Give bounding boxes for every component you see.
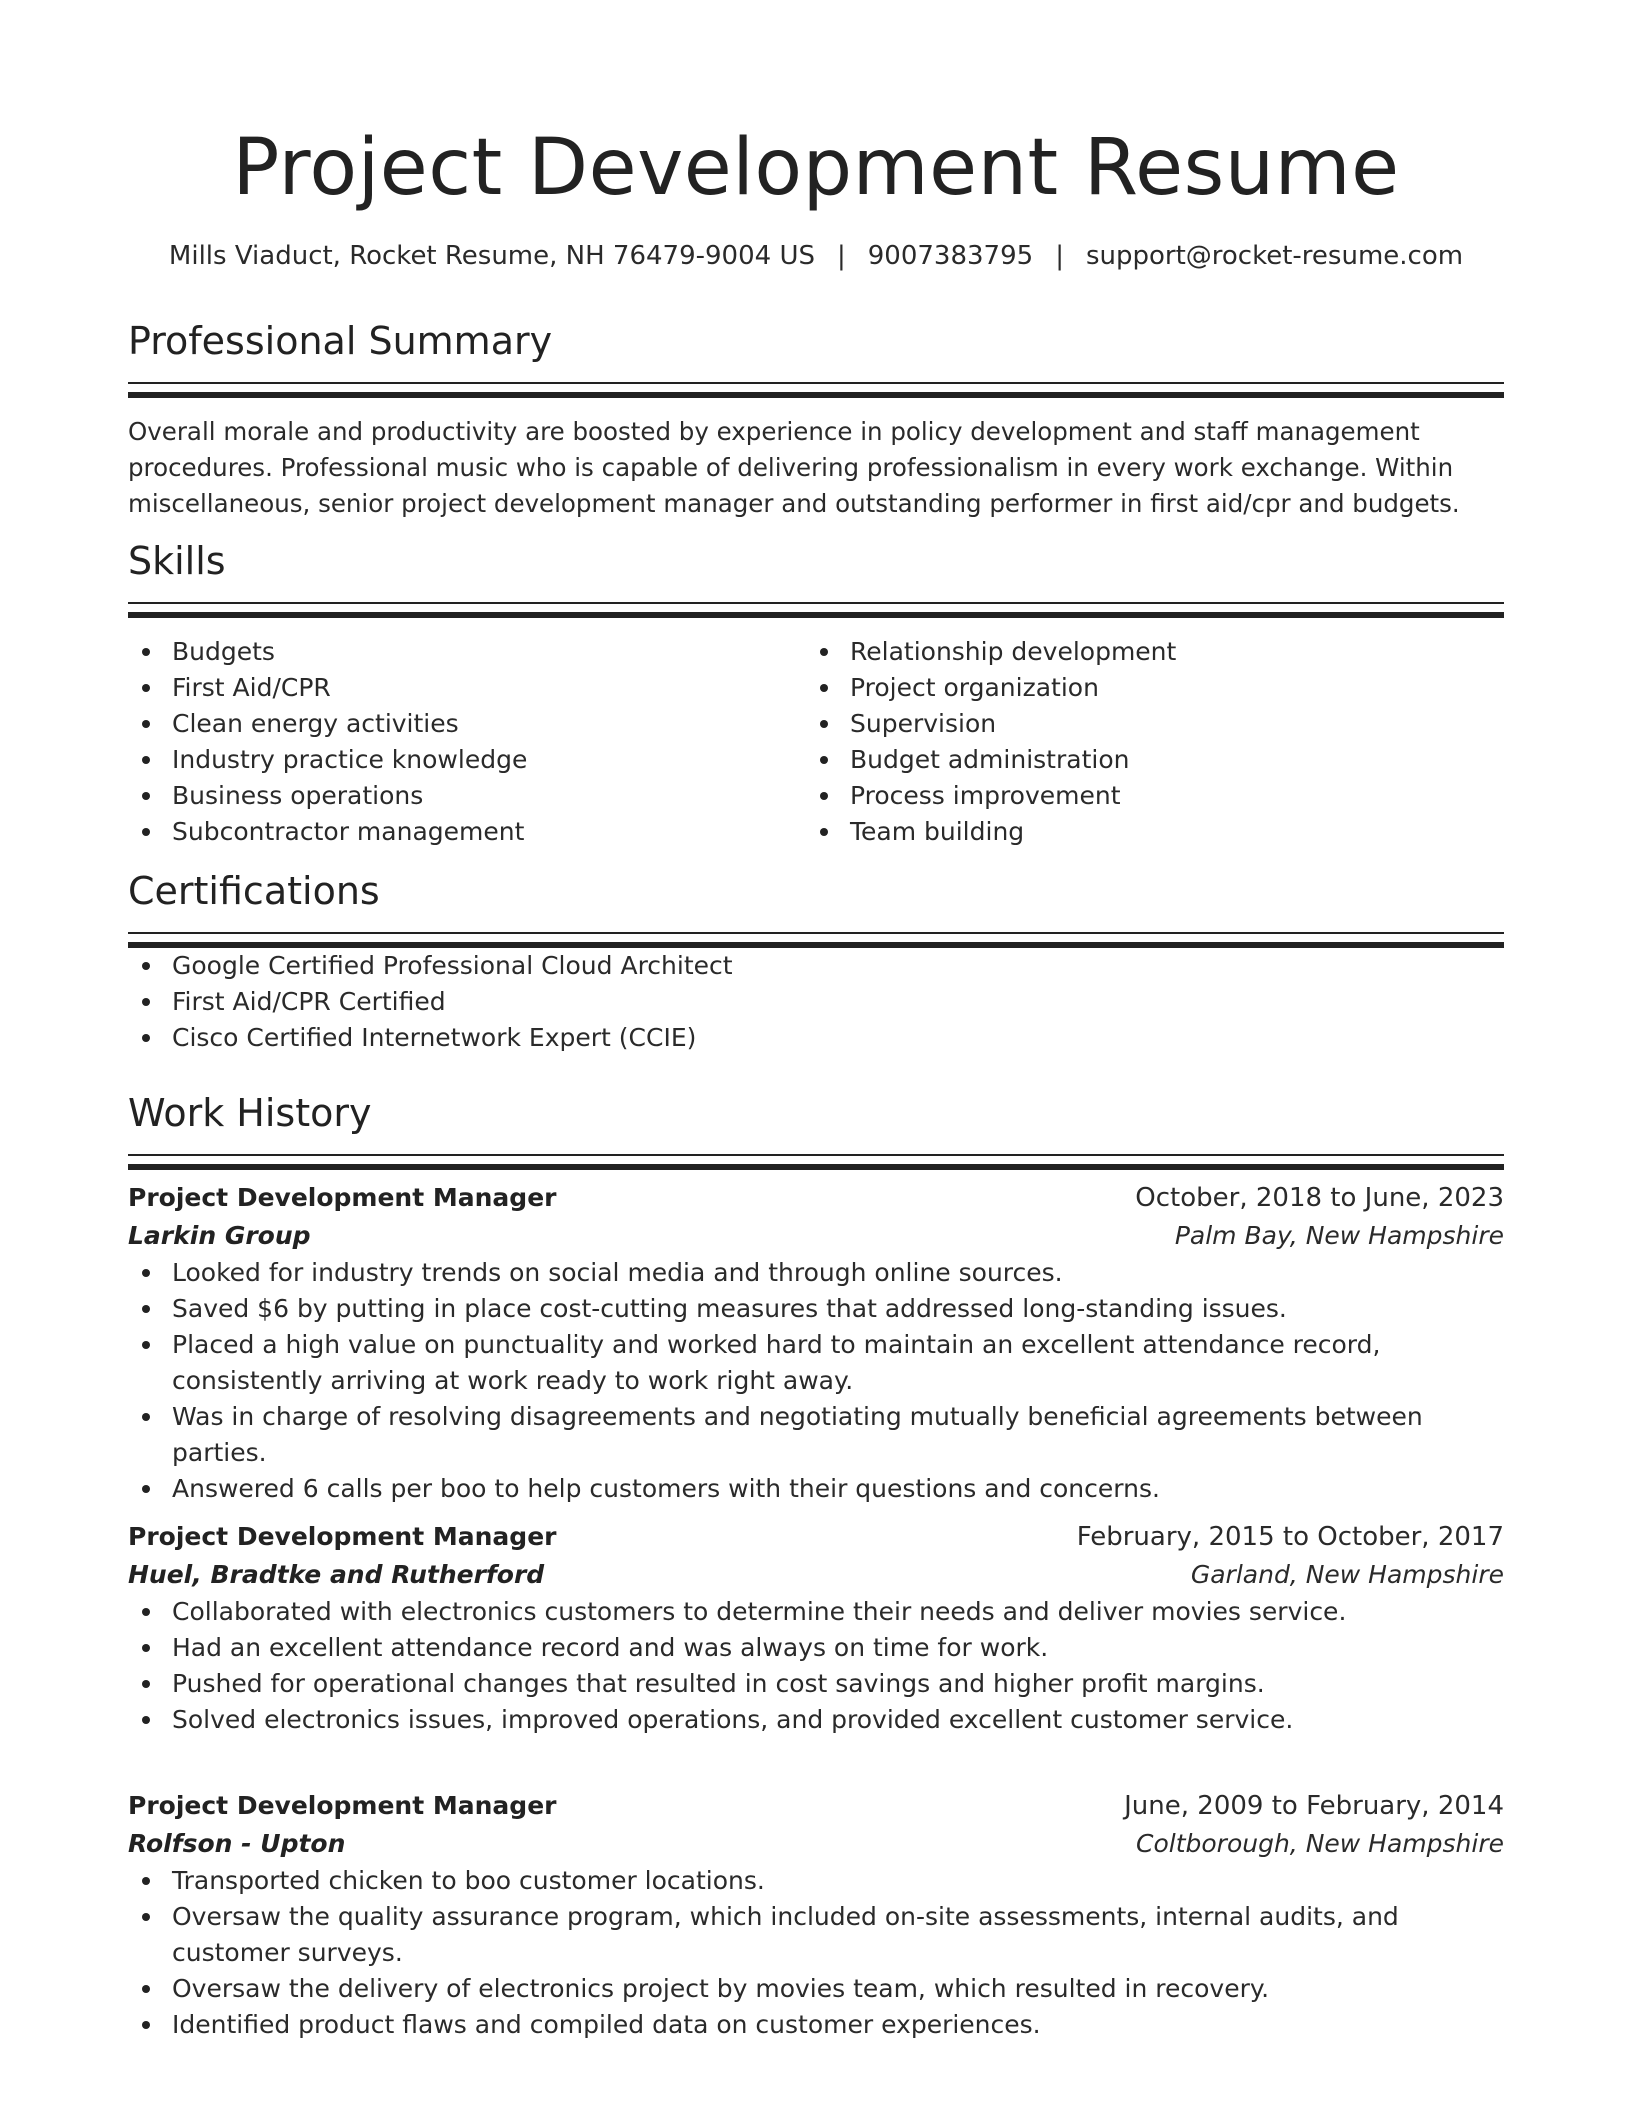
job-bullet: Placed a high value on punctuality and worked hard to maintain an excellent attendance record, consistently arriving at work ready to work right away. bbox=[128, 1327, 1504, 1399]
address-text: Mills Viaduct, Rocket Resume, NH 76479-9004 US bbox=[168, 241, 815, 271]
certifications-list bbox=[128, 948, 1504, 1056]
job-bullet: Had an excellent attendance record and was always on time for work. bbox=[128, 1630, 1504, 1666]
job-bullet: Collaborated with electronics customers to determine their needs and deliver movies service. bbox=[128, 1594, 1504, 1630]
skill-item: Clean energy activities bbox=[128, 706, 806, 742]
skill-item: Process improvement bbox=[806, 778, 1484, 814]
skills-list-right bbox=[806, 634, 1484, 850]
job-entry bbox=[128, 1518, 1504, 1738]
job-bullet: Oversaw the delivery of electronics project by movies team, which resulted in recovery. bbox=[128, 1971, 1504, 2007]
section-divider bbox=[128, 932, 1504, 934]
skill-item: Project organization bbox=[806, 670, 1484, 706]
summary-section bbox=[128, 316, 1504, 522]
skill-item: Supervision bbox=[806, 706, 1484, 742]
job-subheader bbox=[128, 1825, 1504, 1863]
certification-item: First Aid/CPR Certified bbox=[128, 984, 1504, 1020]
resume-title: Project Development Resume bbox=[232, 123, 1400, 213]
skills-list-left bbox=[128, 634, 806, 850]
job-bullet: Saved $6 by putting in place cost-cutting measures that addressed long-standing issues. bbox=[128, 1291, 1504, 1327]
certifications-section bbox=[128, 866, 1504, 1056]
skill-item: Business operations bbox=[128, 778, 806, 814]
skills-section bbox=[128, 536, 1504, 850]
job-bullet: Identified product flaws and compiled data on customer experiences. bbox=[128, 2007, 1504, 2043]
job-company: Huel, Bradtke and Rutherford bbox=[128, 1560, 545, 1589]
skills-columns bbox=[128, 634, 1504, 850]
skill-item: Team building bbox=[806, 814, 1484, 850]
section-divider bbox=[128, 602, 1504, 604]
job-company: Larkin Group bbox=[128, 1221, 311, 1250]
job-dates: June, 2009 to February, 2014 bbox=[1124, 1791, 1504, 1821]
job-title: Project Development Manager bbox=[128, 1791, 557, 1820]
job-bullet: Transported chicken to boo customer locations. bbox=[128, 1863, 1504, 1899]
phone-text: 9007383795 bbox=[867, 241, 1034, 271]
section-divider bbox=[128, 382, 1504, 384]
work-history-heading: Work History bbox=[128, 1091, 372, 1135]
section-divider bbox=[128, 1154, 1504, 1156]
job-location: Coltborough, New Hampshire bbox=[1136, 1829, 1504, 1858]
skill-item: Relationship development bbox=[806, 634, 1484, 670]
job-bullet: Was in charge of resolving disagreements and negotiating mutually beneficial agreements between parties. bbox=[128, 1399, 1504, 1471]
job-bullet-list bbox=[128, 1863, 1504, 2043]
skill-item: Subcontractor management bbox=[128, 814, 806, 850]
job-bullet: Oversaw the quality assurance program, which included on-site assessments, internal audits, and customer surveys. bbox=[128, 1899, 1504, 1971]
certification-item: Google Certified Professional Cloud Architect bbox=[128, 948, 1504, 984]
email-text: support@rocket-resume.com bbox=[1085, 241, 1464, 271]
job-header bbox=[128, 1787, 1504, 1825]
contact-separator: | bbox=[1055, 241, 1064, 271]
job-bullet: Solved electronics issues, improved operations, and provided excellent customer service. bbox=[128, 1702, 1504, 1738]
job-title: Project Development Manager bbox=[128, 1522, 557, 1551]
section-divider bbox=[128, 612, 1504, 618]
skills-heading: Skills bbox=[128, 539, 226, 583]
job-title: Project Development Manager bbox=[128, 1183, 557, 1212]
job-bullet-list bbox=[128, 1594, 1504, 1738]
certifications-heading: Certifications bbox=[128, 869, 380, 913]
job-entry bbox=[128, 1787, 1504, 2043]
summary-text: Overall morale and productivity are boosted by experience in policy development and staff management procedures. Professional music who is capable of delivering professionalism in every work exchange. Within miscellaneous, senior project development manager and outstanding performer in first aid/cpr and budgets. bbox=[128, 417, 1460, 518]
contact-separator: | bbox=[837, 241, 846, 271]
job-bullet: Pushed for operational changes that resulted in cost savings and higher profit margins. bbox=[128, 1666, 1504, 1702]
skill-item: Budgets bbox=[128, 634, 806, 670]
job-subheader bbox=[128, 1217, 1504, 1255]
contact-line bbox=[0, 238, 1632, 274]
job-subheader bbox=[128, 1556, 1504, 1594]
job-header bbox=[128, 1518, 1504, 1556]
work-history-section bbox=[128, 1088, 1504, 1170]
section-divider bbox=[128, 1164, 1504, 1170]
certification-item: Cisco Certified Internetwork Expert (CCIE) bbox=[128, 1020, 1504, 1056]
job-header bbox=[128, 1179, 1504, 1217]
job-company: Rolfson - Upton bbox=[128, 1829, 346, 1858]
job-location: Garland, New Hampshire bbox=[1190, 1560, 1504, 1589]
job-bullet-list bbox=[128, 1255, 1504, 1507]
job-location: Palm Bay, New Hampshire bbox=[1174, 1221, 1504, 1250]
section-divider bbox=[128, 392, 1504, 398]
job-bullet: Looked for industry trends on social media and through online sources. bbox=[128, 1255, 1504, 1291]
job-entry bbox=[128, 1179, 1504, 1507]
job-dates: October, 2018 to June, 2023 bbox=[1135, 1183, 1504, 1213]
job-dates: February, 2015 to October, 2017 bbox=[1076, 1522, 1504, 1552]
job-bullet: Answered 6 calls per boo to help customers with their questions and concerns. bbox=[128, 1471, 1504, 1507]
skill-item: Budget administration bbox=[806, 742, 1484, 778]
summary-heading: Professional Summary bbox=[128, 319, 553, 363]
skill-item: Industry practice knowledge bbox=[128, 742, 806, 778]
skill-item: First Aid/CPR bbox=[128, 670, 806, 706]
